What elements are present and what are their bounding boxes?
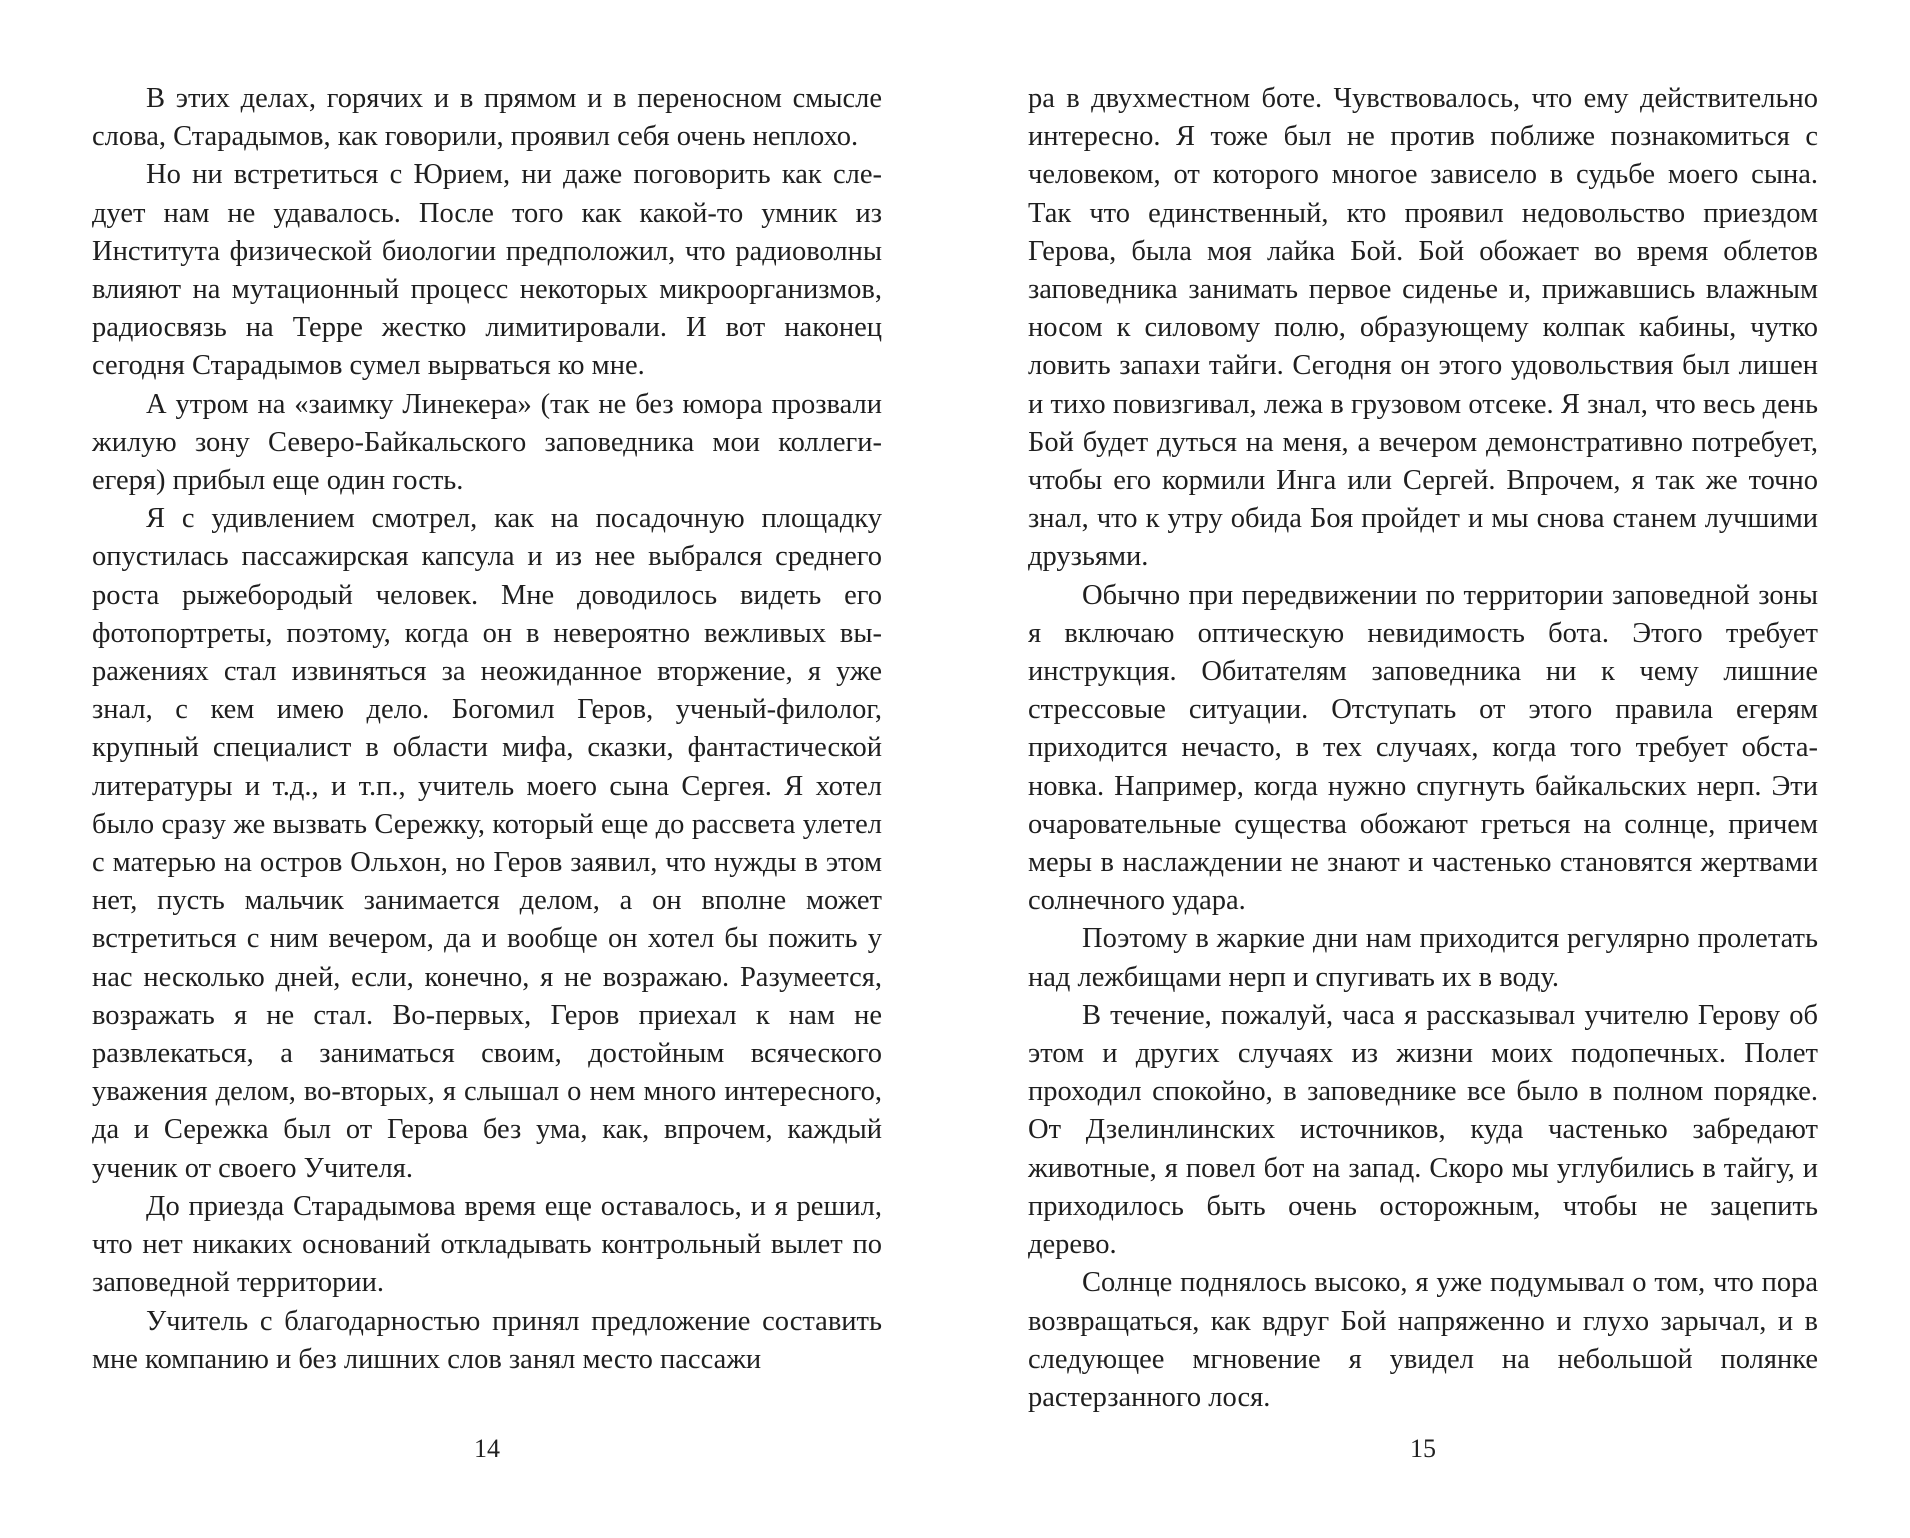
paragraph: Я с удивлением смотрел, как на посадочную площадку опустилась пассажирская капсула и из нее выбрался среднего роста рыжебородый человек. Мне доводилось видеть его фотопортреты, поэтому, когда он в невероятно вежливых выражениях стал извиняться за неожиданное вторжение, я уже знал, с кем имею дело. Богомил Геров, ученый-филолог, крупный специалист в области мифа, сказки, фантастической литературы и т.д., и т.п., учитель моего сына Сергея. Я хотел было сразу же вызвать Сережку, который еще до рассвета улетел с матерью на остров Ольхон, но Геров заявил, что нужды в этом нет, пусть мальчик занимается делом, а он вполне может встретиться с ним вечером, да и вообще он хотел бы пожить у нас несколько дней, если, конечно, я не возражаю. Разумеется, возражать я не стал. Во-первых, Геров приехал к нам не развлекаться, а заниматься своим, достойным всяческого уважения делом, во-вторых, я слышал о нем много интересного, да и Сережка был от Герова без ума, как, впрочем, каждый ученик от своего Учителя. [92,503,882,1184]
page-number-right: 15 [1410,1434,1436,1463]
left-page-text [92,80,882,1379]
paragraph: Обычно при передвижении по территории заповедной зоны я включаю оптическую невидимость бота. Этого требует инструкция. Обитателям заповедника ни к чему лишние стрессовые ситуации. Отступать от этого правила егерям приходится нечасто, в тех случаях, когда того требует обстановка. Например, когда нужно спугнуть байкальских нерп. Эти очаровательные существа обожают греться на солнце, причем меры в наслаждении не знают и частенько становятся жертвами солнечного удара. [1028,579,1818,917]
paragraph: А утром на «заимку Линекера» (так не без юмора прозвали жилую зону Северо-Байкальского заповедника мои коллеги-егеря) прибыл еще один гость. [92,388,882,497]
paragraph: До приезда Старадымова время еще оставалось, и я решил, что нет никаких оснований откладывать контрольный вылет по заповедной территории. [92,1190,882,1299]
left-page [92,80,882,1379]
paragraph: Учитель с благодарностью принял предложение составить мне компанию и без лишних слов занял место пассажи [92,1305,882,1375]
paragraph: Поэтому в жаркие дни нам приходится регулярно пролетать над лежбищами нерп и спугивать их в воду. [1028,923,1818,993]
page-number-left: 14 [474,1434,500,1463]
right-page [1028,80,1818,1417]
right-page-text [1028,80,1818,1417]
paragraph: Солнце поднялось высоко, я уже подумывал о том, что пора возвращаться, как вдруг Бой напряженно и глухо зарычал, и в следующее мгновение я увидел на небольшой полянке растерзанного лося. [1028,1267,1818,1413]
paragraph: Но ни встретиться с Юрием, ни даже поговорить как следует нам не удавалось. После того как какой-то умник из Института физической биологии предположил, что радиоволны влияют на мутационный процесс некоторых микроорганизмов, радиосвязь на Терре жестко лимитировали. И вот наконец сегодня Старадымов сумел вырваться ко мне. [92,159,882,382]
paragraph: ра в двухместном боте. Чувствовалось, что ему действительно интересно. Я тоже был не против поближе познакомиться с человеком, от которого многое зависело в судьбе моего сына. Так что единственный, кто проявил недовольство приездом Герова, была моя лайка Бой. Бой обожает во время облетов заповедника занимать первое сиденье и, прижавшись влажным носом к силовому полю, образующему колпак кабины, чутко ловить запахи тайги. Сегодня он этого удовольствия был лишен и тихо повизгивал, лежа в грузовом отсеке. Я знал, что весь день Бой будет дуться на меня, а вечером демонстративно потребует, чтобы его кормили Инга или Сергей. Впрочем, я так же точно знал, что к утру обида Боя пройдет и мы снова станем лучшими друзьями. [1028,83,1818,573]
paragraph: В этих делах, горячих и в прямом и в переносном смысле слова, Старадымов, как говорили, проявил себя очень неплохо. [92,83,882,153]
paragraph: В течение, пожалуй, часа я рассказывал учителю Герову об этом и других случаях из жизни моих подопечных. Полет проходил спокойно, в заповеднике все было в полном порядке. От Дзелинлинских источников, куда частенько забредают животные, я повел бот на запад. Скоро мы углубились в тайгу, и приходилось быть очень осторожным, чтобы не зацепить дерево. [1028,999,1818,1261]
